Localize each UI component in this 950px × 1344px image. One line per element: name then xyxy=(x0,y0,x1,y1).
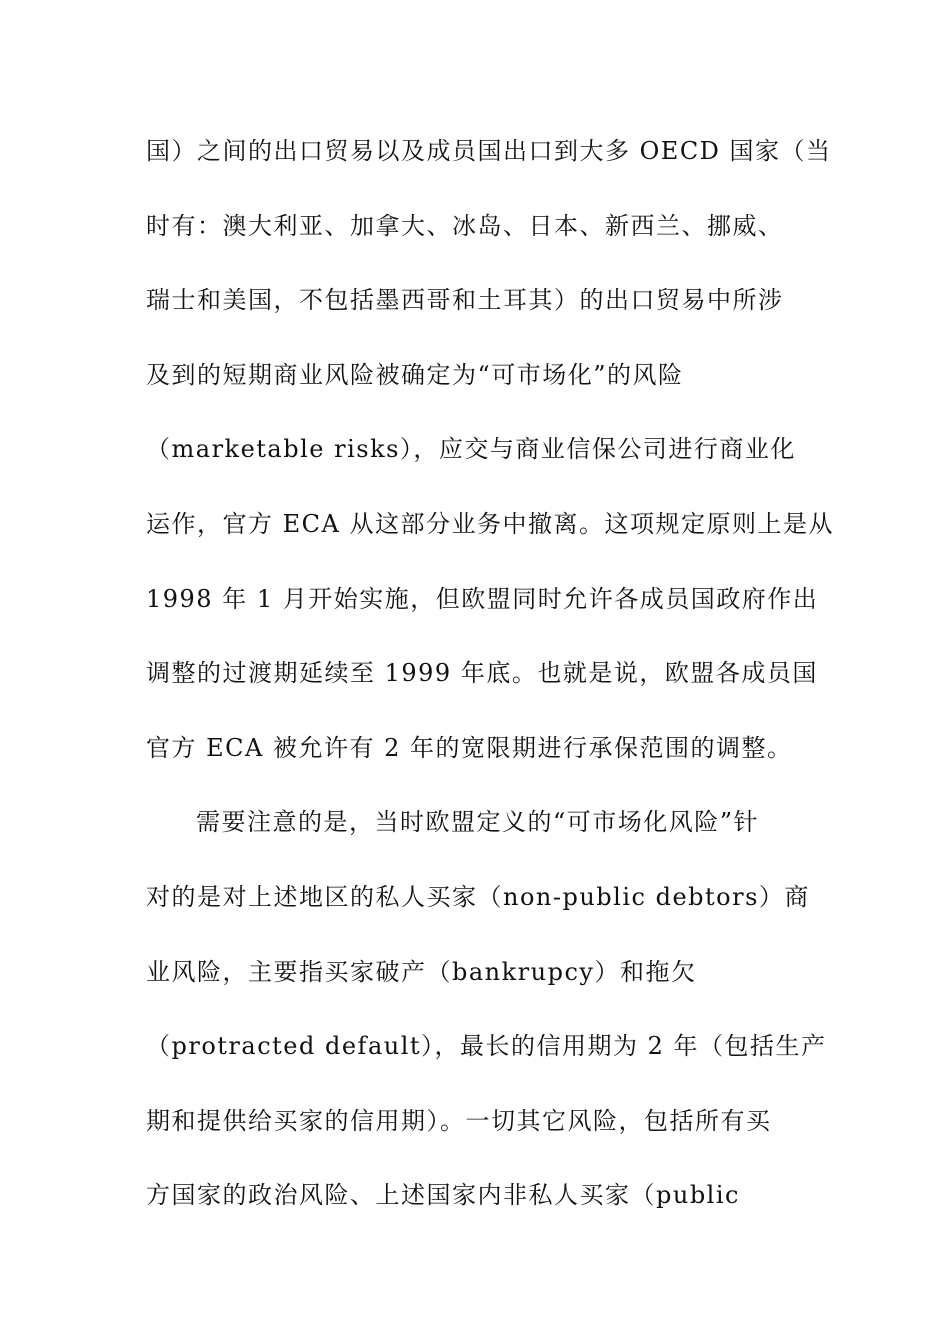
text-line: 瑞士和美国，不包括墨西哥和土耳其）的出口贸易中所涉 xyxy=(146,286,784,315)
text-line: 1998 年 1 月开始实施，但欧盟同时允许各成员国政府作出 xyxy=(146,584,819,613)
text-line: 业风险，主要指买家破产（bankrupcy）和拖欠 xyxy=(146,957,697,986)
text-line: 时有：澳大利亚、加拿大、冰岛、日本、新西兰、挪威、 xyxy=(146,211,784,240)
text-line: 官方 ECA 被允许有 2 年的宽限期进行承保范围的调整。 xyxy=(146,733,793,762)
text-line: （protracted default），最长的信用期为 2 年（包括生产 xyxy=(146,1032,827,1061)
text-line: 国）之间的出口贸易以及成员国出口到大多 OECD 国家（当 xyxy=(146,137,832,165)
text-line: 调整的过渡期延续至 1999 年底。也就是说，欧盟各成员国 xyxy=(146,659,818,688)
text-line: （marketable risks），应交与商业信保公司进行商业化 xyxy=(146,435,796,464)
body-text xyxy=(146,130,834,1249)
text-line: 方国家的政治风险、上述国家内非私人买家（public xyxy=(146,1181,740,1210)
text-line: 及到的短期商业风险被确定为“可市场化”的风险 xyxy=(146,360,684,389)
text-line: 对的是对上述地区的私人买家（non-public debtors）商 xyxy=(146,882,810,911)
paragraph-start-line: 需要注意的是，当时欧盟定义的“可市场化风险”针 xyxy=(196,808,760,837)
text-line: 运作，官方 ECA 从这部分业务中撤离。这项规定原则上是从 xyxy=(146,509,834,538)
text-line: 期和提供给买家的信用期）。一切其它风险，包括所有买 xyxy=(146,1106,772,1135)
